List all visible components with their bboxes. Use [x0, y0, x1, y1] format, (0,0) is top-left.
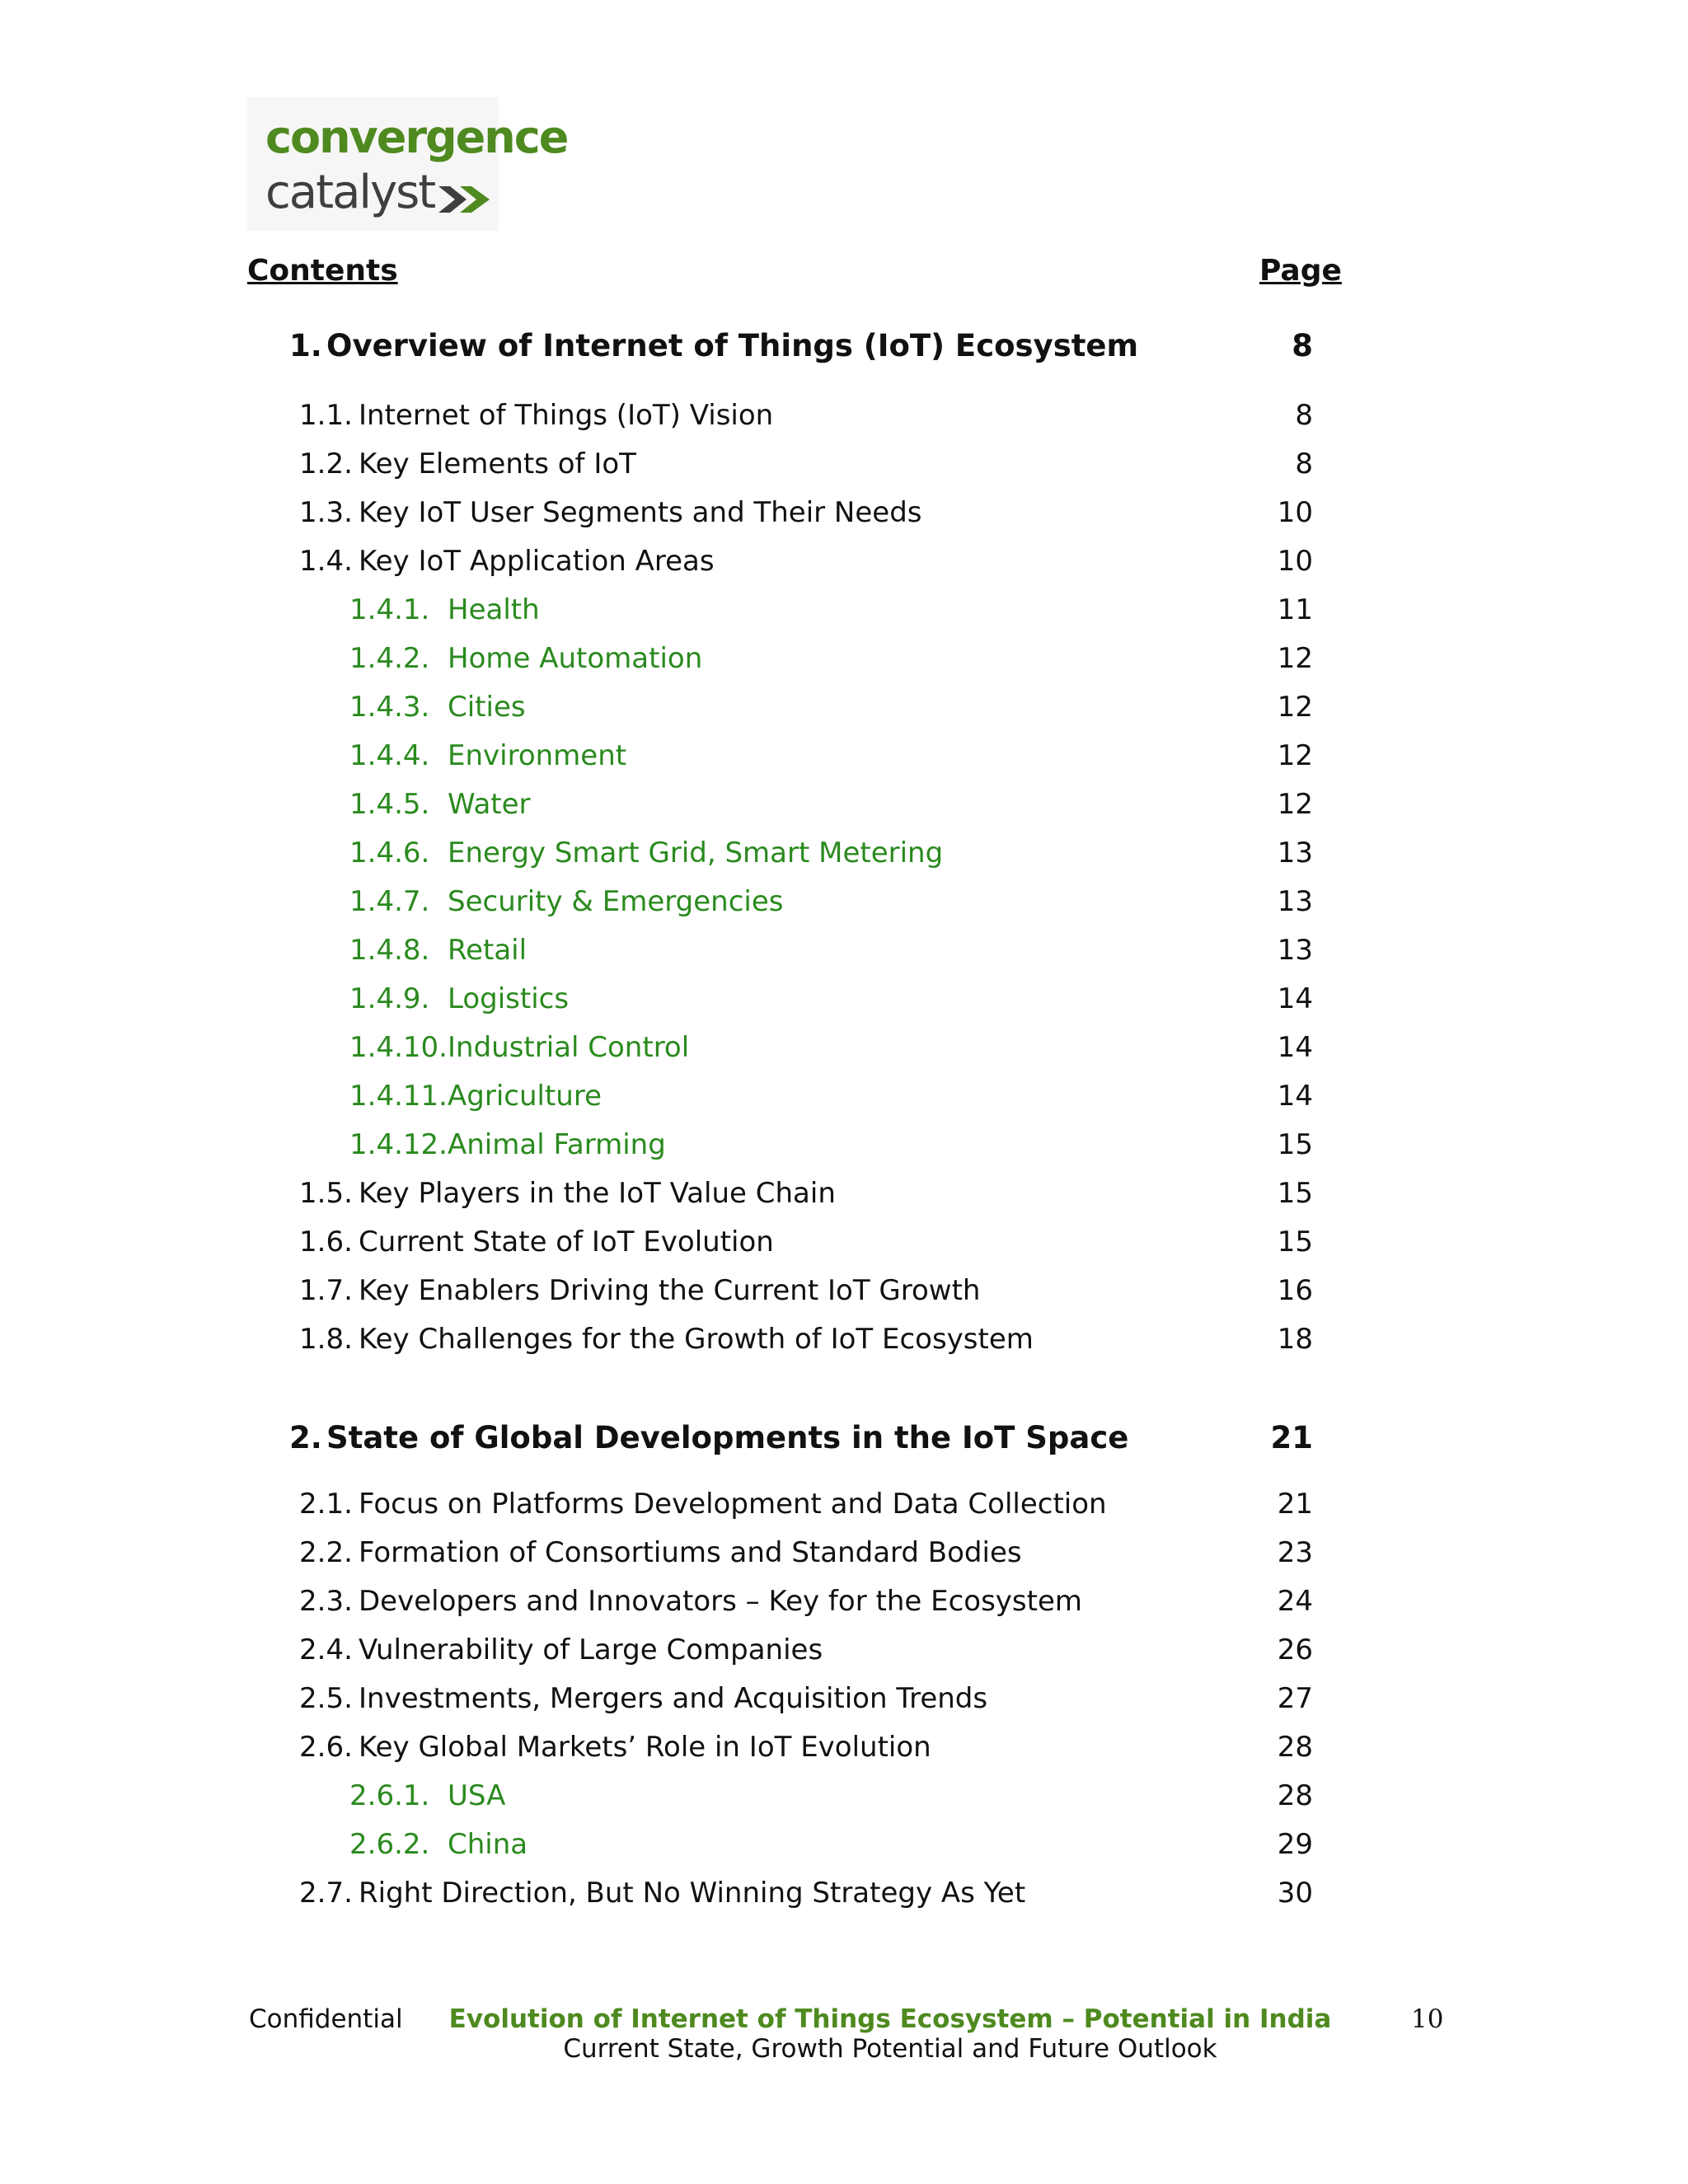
toc-entry-page: 15: [1277, 1226, 1313, 1258]
toc-entry-title: Focus on Platforms Development and Data Collection: [359, 1488, 1107, 1521]
toc-entry[interactable]: [0, 1532, 1688, 1573]
toc-entry-title: USA: [448, 1779, 506, 1812]
contents-heading: Contents: [247, 254, 398, 288]
toc-entry-number: 1.4.1.: [349, 593, 430, 626]
toc-entry-number: 1.6.: [299, 1226, 353, 1258]
toc-entry-number: 1.4.4.: [349, 739, 430, 772]
toc-entry-page: 13: [1277, 885, 1313, 918]
toc-entry-title: Key Elements of IoT: [359, 448, 636, 480]
toc-entry-page: 13: [1277, 934, 1313, 967]
toc-entry-page: 24: [1277, 1585, 1313, 1618]
toc-entry[interactable]: [0, 832, 1688, 874]
toc-entry[interactable]: [0, 443, 1688, 485]
toc-entry[interactable]: [0, 930, 1688, 971]
toc-entry-title: Investments, Mergers and Acquisition Trends: [359, 1682, 988, 1715]
toc-entry-page: 13: [1277, 837, 1313, 869]
toc-entry[interactable]: [0, 1483, 1688, 1525]
company-logo: [247, 97, 568, 231]
double-chevron-right-icon: [438, 183, 496, 216]
toc-entry[interactable]: [0, 1319, 1688, 1360]
toc-entry-number: 1.4.2.: [349, 642, 430, 675]
toc-entry-number: 1.4.5.: [349, 788, 430, 821]
toc-entry-number: 1.4.10.: [349, 1031, 448, 1064]
toc-entry-title: Key IoT Application Areas: [359, 545, 715, 578]
toc-entry[interactable]: [0, 1221, 1688, 1263]
toc-entry-number: 1.4.6.: [349, 837, 430, 869]
toc-entry-title: Energy Smart Grid, Smart Metering: [448, 837, 944, 869]
toc-entry-page: 12: [1277, 691, 1313, 724]
toc-entry-number: 1.4.3.: [349, 691, 430, 724]
toc-entry-number: 2.7.: [299, 1877, 353, 1910]
toc-entry-title: Agriculture: [448, 1080, 602, 1113]
toc-entry-title: Internet of Things (IoT) Vision: [359, 399, 774, 432]
toc-entry-number: 1.5.: [299, 1177, 353, 1210]
toc-entry-page: 29: [1277, 1828, 1313, 1861]
toc-entry-title: State of Global Developments in the IoT Space: [326, 1420, 1129, 1455]
toc-entry-title: Formation of Consortiums and Standard Bodies: [359, 1536, 1022, 1569]
toc-entry-title: Cities: [448, 691, 526, 724]
toc-entry-page: 21: [1270, 1420, 1313, 1455]
toc-entry-number: 2.: [289, 1420, 322, 1455]
toc-entry-title: Water: [448, 788, 531, 821]
toc-entry-page: 10: [1277, 496, 1313, 529]
toc-entry-number: 2.2.: [299, 1536, 353, 1569]
toc-entry-title: Overview of Internet of Things (IoT) Ecosystem: [326, 328, 1139, 363]
toc-entry[interactable]: [0, 492, 1688, 533]
logo-text-line1: convergence: [265, 111, 568, 163]
toc-entry-number: 1.7.: [299, 1274, 353, 1307]
toc-entry[interactable]: [0, 1872, 1688, 1914]
toc-section-heading[interactable]: [0, 326, 1688, 367]
toc-entry[interactable]: [0, 1173, 1688, 1214]
toc-entry-title: Health: [448, 593, 540, 626]
toc-entry-number: 2.3.: [299, 1585, 353, 1618]
toc-entry-number: 1.3.: [299, 496, 353, 529]
toc-entry[interactable]: [0, 1124, 1688, 1165]
toc-entry-title: Key Players in the IoT Value Chain: [359, 1177, 836, 1210]
toc-entry-number: 2.5.: [299, 1682, 353, 1715]
toc-entry[interactable]: [0, 1027, 1688, 1068]
toc-entry-number: 1.4.11.: [349, 1080, 448, 1113]
toc-entry-title: Current State of IoT Evolution: [359, 1226, 774, 1258]
toc-entry-title: Environment: [448, 739, 627, 772]
toc-entry-title: Vulnerability of Large Companies: [359, 1633, 823, 1666]
toc-entry[interactable]: [0, 1678, 1688, 1719]
toc-entry-title: Developers and Innovators – Key for the Ecosystem: [359, 1585, 1082, 1618]
toc-entry-page: 15: [1277, 1177, 1313, 1210]
toc-entry[interactable]: [0, 1076, 1688, 1117]
toc-entry-page: 16: [1277, 1274, 1313, 1307]
toc-entry[interactable]: [0, 395, 1688, 436]
toc-entry-page: 28: [1277, 1779, 1313, 1812]
toc-entry-page: 28: [1277, 1731, 1313, 1764]
toc-entry-number: 1.4.7.: [349, 885, 430, 918]
toc-entry[interactable]: [0, 1270, 1688, 1311]
toc-entry-number: 1.8.: [299, 1323, 353, 1356]
toc-entry-title: Key Challenges for the Growth of IoT Ecosystem: [359, 1323, 1034, 1356]
toc-entry-title: Key Enablers Driving the Current IoT Growth: [359, 1274, 981, 1307]
toc-entry-page: 12: [1277, 642, 1313, 675]
toc-entry-page: 10: [1277, 545, 1313, 578]
toc-entry-page: 30: [1277, 1877, 1313, 1910]
toc-entry-number: 2.6.: [299, 1731, 353, 1764]
toc-entry-page: 12: [1277, 788, 1313, 821]
toc-entry-title: Retail: [448, 934, 528, 967]
toc-entry-page: 8: [1295, 448, 1313, 480]
toc-entry-title: Right Direction, But No Winning Strategy As Yet: [359, 1877, 1026, 1910]
toc-entry[interactable]: [0, 1824, 1688, 1865]
toc-entry-page: 27: [1277, 1682, 1313, 1715]
toc-entry-number: 1.4.8.: [349, 934, 430, 967]
footer-report-title: Evolution of Internet of Things Ecosystem – Potential in India: [448, 2004, 1332, 2034]
toc-entry-title: Home Automation: [448, 642, 703, 675]
toc-entry-number: 2.1.: [299, 1488, 353, 1521]
page-number: 10: [1411, 2004, 1444, 2034]
toc-entry-title: Key Global Markets’ Role in IoT Evolution: [359, 1731, 931, 1764]
toc-entry-page: 21: [1277, 1488, 1313, 1521]
toc-entry-number: 2.6.2.: [349, 1828, 430, 1861]
toc-entry[interactable]: [0, 1629, 1688, 1671]
toc-entry-page: 14: [1277, 982, 1313, 1015]
toc-entry[interactable]: [0, 589, 1688, 630]
toc-entry-number: 2.6.1.: [349, 1779, 430, 1812]
toc-entry[interactable]: [0, 881, 1688, 922]
toc-entry-page: 8: [1292, 328, 1313, 363]
page-heading: Page: [1259, 254, 1342, 288]
toc-entry-title: China: [448, 1828, 528, 1861]
toc-entry[interactable]: [0, 1581, 1688, 1622]
toc-entry-page: 15: [1277, 1128, 1313, 1161]
toc-entry-page: 11: [1277, 593, 1313, 626]
toc-entry[interactable]: [0, 638, 1688, 679]
toc-entry-page: 14: [1277, 1080, 1313, 1113]
toc-entry[interactable]: [0, 735, 1688, 776]
toc-entry-number: 1.4.: [299, 545, 353, 578]
toc-entry-number: 1.: [289, 328, 322, 363]
toc-entry[interactable]: [0, 541, 1688, 582]
toc-entry-title: Animal Farming: [448, 1128, 666, 1161]
logo-text-line2: catalyst: [265, 166, 435, 219]
toc-entry-number: 2.4.: [299, 1633, 353, 1666]
toc-entry-title: Logistics: [448, 982, 570, 1015]
toc-entry[interactable]: [0, 978, 1688, 1019]
toc-entry-page: 23: [1277, 1536, 1313, 1569]
confidential-label: Confidential: [249, 2004, 403, 2034]
toc-entry[interactable]: [0, 1775, 1688, 1816]
footer-report-subtitle: Current State, Growth Potential and Future Outlook: [563, 2034, 1217, 2064]
toc-entry-page: 14: [1277, 1031, 1313, 1064]
toc-entry[interactable]: [0, 687, 1688, 728]
toc-section-heading[interactable]: [0, 1418, 1688, 1459]
toc-entry-number: 1.2.: [299, 448, 353, 480]
toc-entry-number: 1.4.12.: [349, 1128, 448, 1161]
toc-entry-title: Industrial Control: [448, 1031, 690, 1064]
toc-entry-title: Key IoT User Segments and Their Needs: [359, 496, 922, 529]
toc-entry-page: 12: [1277, 739, 1313, 772]
toc-entry-page: 18: [1277, 1323, 1313, 1356]
toc-entry-page: 26: [1277, 1633, 1313, 1666]
toc-entry[interactable]: [0, 1727, 1688, 1768]
toc-entry-page: 8: [1295, 399, 1313, 432]
toc-entry-number: 1.1.: [299, 399, 353, 432]
toc-entry[interactable]: [0, 784, 1688, 825]
toc-entry-title: Security & Emergencies: [448, 885, 784, 918]
toc-entry-number: 1.4.9.: [349, 982, 430, 1015]
